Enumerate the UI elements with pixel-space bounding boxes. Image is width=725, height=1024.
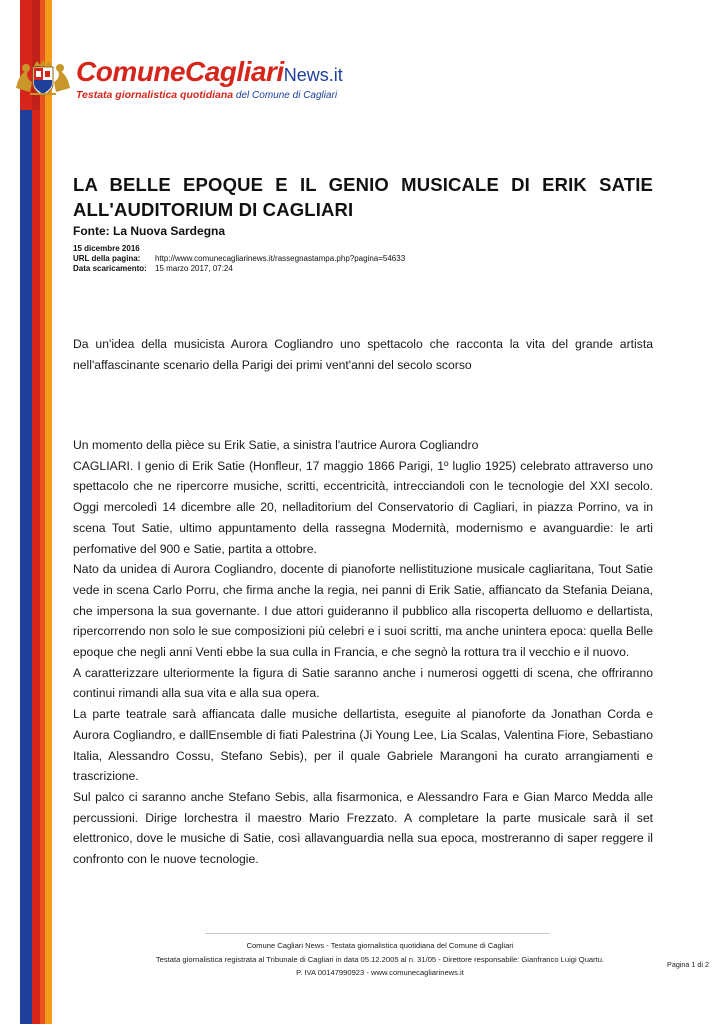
- article-date: 15 dicembre 2016: [73, 244, 140, 253]
- meta-date-row: [73, 244, 405, 254]
- logo-subtitle-bold: Testata giornalistica quotidiana: [76, 89, 234, 101]
- page-number: Pagina 1 di 2: [667, 960, 709, 969]
- article-title: LA BELLE EPOQUE E IL GENIO MUSICALE DI ERIK SATIE ALL'AUDITORIUM DI CAGLIARI: [73, 174, 653, 220]
- logo-subtitle: [76, 89, 337, 101]
- footer-line-3: P. IVA 00147990923 - www.comunecagliarinews.it: [296, 968, 464, 977]
- body-paragraph: A caratterizzare ulteriormente la figura di Satie saranno anche i numerosi oggetti di scena, che offriranno continui rimandi alla sua vita e alla sua opera.: [73, 665, 653, 701]
- logo-main-text: ComuneCagliari: [76, 56, 284, 87]
- lead-paragraph: Da un'idea della musicista Aurora Cogliandro uno spettacolo che racconta la vita del grande artista nell'affascinante scenario della Parigi dei primi vent'anni del secolo scorso: [73, 337, 653, 372]
- logo-news-text: News.it: [283, 65, 343, 85]
- page-footer: [100, 939, 660, 980]
- stripe-blue: [20, 0, 32, 1024]
- footer-line-2: Testata giornalistica registrata al Tribunale di Cagliari in data 05.12.2005 al n. 31/05 - Direttore responsabile: Gianfranco Luigi Quartu.: [155, 954, 605, 964]
- body-paragraph: CAGLIARI. I genio di Erik Satie (Honfleur, 17 maggio 1866 Parigi, 1º luglio 1925) celebrato attraverso uno spettacolo che ne ripercorre musiche, scritti, eccentricità, intrecciandoli con le tecnologie del XXI secolo. Oggi mercoledì 14 dicembre alle 20, nelladitorium del Conservatorio di Cagliari, in piazza Porrino, va in scena Tout Satie, ultimo appuntamento della rassegna Modernità, modernismo e avanguardie: le arti perfomative del 900 e Satie, partita a ottobre.: [73, 458, 653, 556]
- stripe-orange: [45, 0, 52, 1024]
- url-label: URL della pagina:: [73, 254, 141, 263]
- site-logo[interactable]: [10, 56, 343, 106]
- article-body: [73, 435, 653, 870]
- logo-title: [76, 56, 343, 88]
- stripe-red: [32, 0, 40, 1024]
- download-value: 15 marzo 2017, 07:24: [155, 264, 233, 273]
- logo-subtitle-rest: del Comune di Cagliari: [233, 90, 338, 101]
- article-source: Fonte: La Nuova Sardegna: [73, 224, 226, 238]
- coat-of-arms-icon: [14, 58, 72, 98]
- meta-download-row: [73, 264, 405, 274]
- body-paragraph: La parte teatrale sarà affiancata dalle musiche dellartista, eseguite al pianoforte da Jonathan Corda e Aurora Cogliandro, e dallEnsemble di fiati Palestrina (Ji Young Lee, Lia Scalas, Valentina Fiore, Sebastiano Italia, Alessandro Cossu, Stefano Sebis), per il quale Gabriele Marangoni ha curato arrangiamenti e trascrizione.: [73, 707, 653, 784]
- footer-divider: [205, 933, 550, 934]
- photo-caption: Un momento della pièce su Erik Satie, a sinistra l'autrice Aurora Cogliandro: [73, 438, 479, 452]
- body-paragraph: Sul palco ci saranno anche Stefano Sebis, alla fisarmonica, e Alessandro Fara e Gian Marco Medda alle percussioni. Dirige lorchestra il maestro Mario Frezzato. A completare la parte musicale sarà il set elettronico, dove le musiche di Satie, così allavanguardia nella sua epoca, mostreranno di saper reggere il confronto con le nuove tecnologie.: [73, 789, 653, 867]
- article-meta: [73, 244, 405, 274]
- meta-url-row: [73, 254, 405, 264]
- article-lead: [73, 334, 653, 376]
- url-value[interactable]: http://www.comunecagliarinews.it/rassegnastampa.php?pagina=54633: [155, 254, 406, 263]
- body-paragraph: Nato da unidea di Aurora Cogliandro, docente di pianoforte nellistituzione musicale cagliaritana, Tout Satie vede in scena Carlo Porru, che firma anche la regia, nei panni di Erik Satie, affiancato da Stefania Deiana, che impersona la sua governante. I due attori guideranno il pubblico alla riscoperta delluomo e dellartista, ripercorrendo non solo le sue composizioni più celebri e i suoi scritti, ma anche unintera epoca: quella Belle epoque che negli anni Venti ebbe la sua culla in Francia, e che segnò la rottura tra il vecchio e il nuovo.: [73, 562, 653, 660]
- footer-line-1: Comune Cagliari News - Testata giornalistica quotidiana del Comune di Cagliari: [246, 941, 514, 950]
- download-label: Data scaricamento:: [73, 264, 147, 273]
